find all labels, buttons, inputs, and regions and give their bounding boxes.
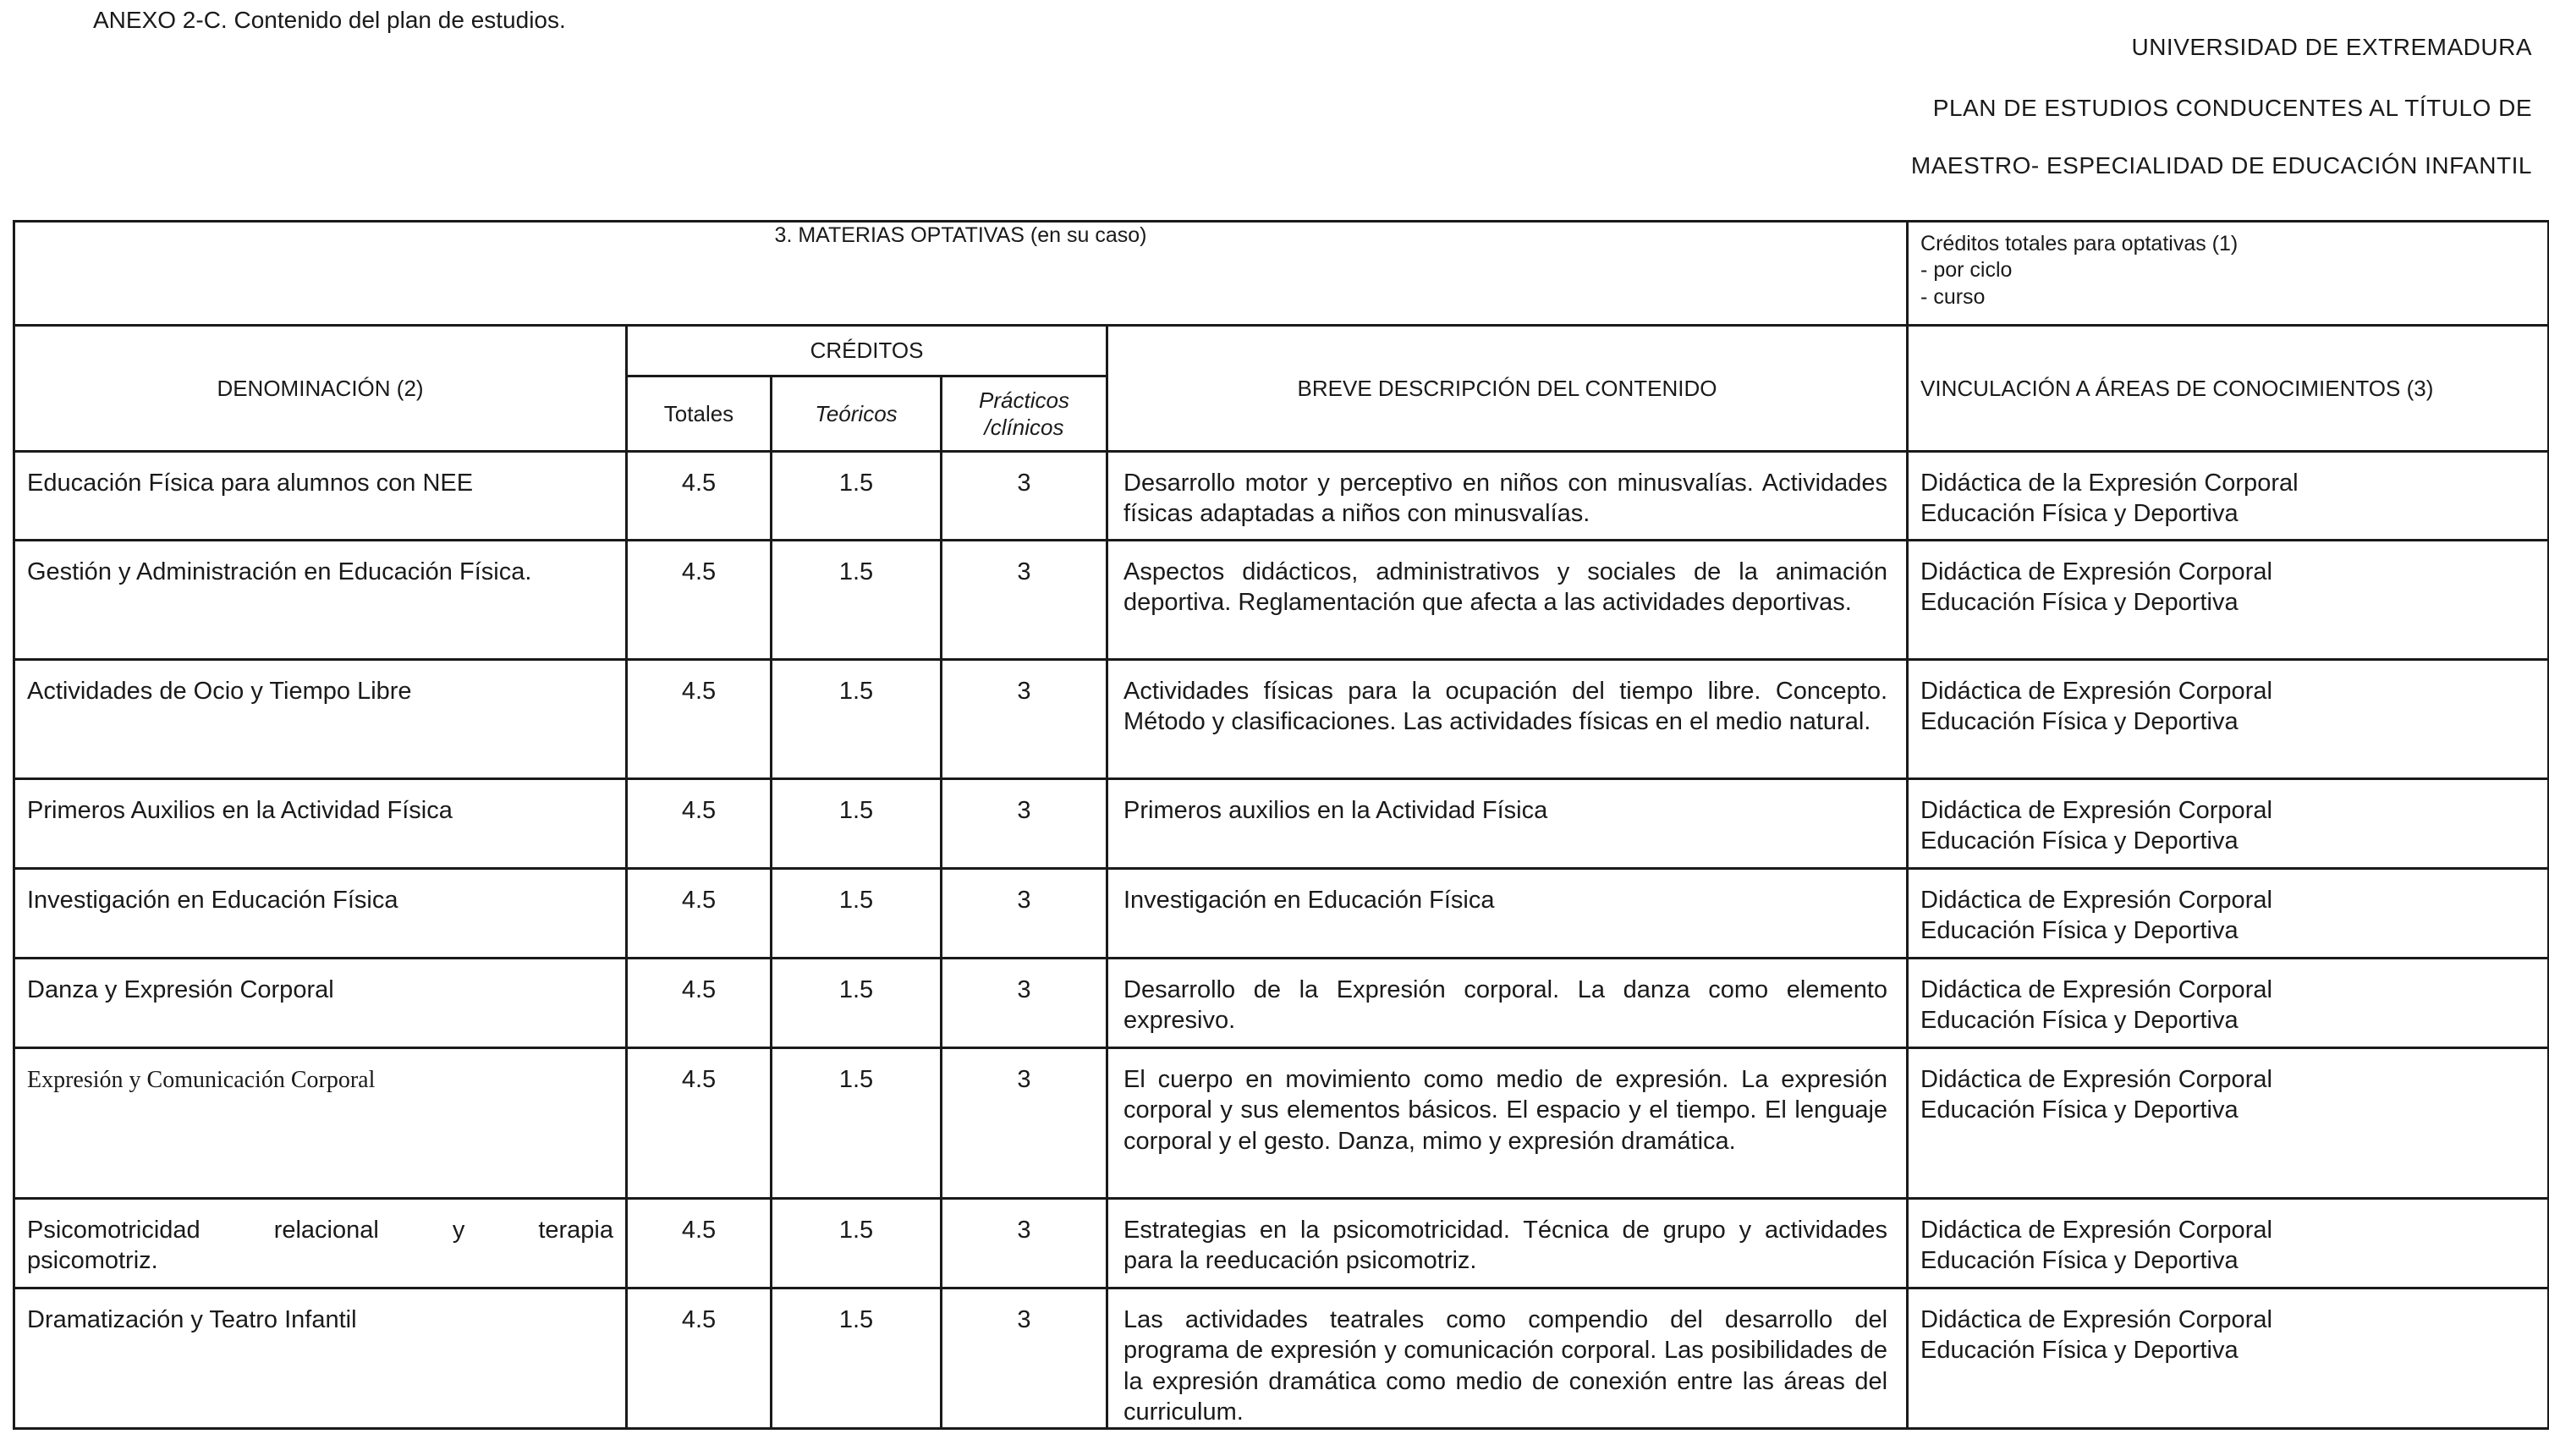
area-line: Educación Física y Deportiva <box>1920 589 2239 617</box>
subject-description: Aspectos didácticos, administrativos y sociales de la animación deportiva. Reglamentación que afecta a las actividades deportivas. <box>1107 541 1908 660</box>
university-name: UNIVERSIDAD DE EXTREMADURA <box>2131 34 2532 60</box>
credits-theory: 1.5 <box>772 1288 942 1429</box>
area-line: Didáctica de Expresión Corporal <box>1920 887 2272 914</box>
table-row <box>14 1288 2549 1429</box>
credits-theory: 1.5 <box>772 959 942 1048</box>
subject-name: Gestión y Administración en Educación Física. <box>14 541 627 660</box>
degree-title-line: MAESTRO- ESPECIALIDAD DE EDUCACIÓN INFANTIL <box>1910 152 2532 179</box>
subject-description: Investigación en Educación Física <box>1107 869 1908 959</box>
credits-total: 4.5 <box>627 1288 772 1429</box>
area-line: Educación Física y Deportiva <box>1920 1247 2239 1275</box>
credits-theory: 1.5 <box>772 869 942 959</box>
credits-practice: 3 <box>942 660 1107 779</box>
credits-total: 4.5 <box>627 1199 772 1288</box>
area-line: Educación Física y Deportiva <box>1920 1007 2239 1035</box>
subject-name: Primeros Auxilios en la Actividad Física <box>14 779 627 869</box>
subject-description: Estrategias en la psicomotricidad. Técnica de grupo y actividades para la reeducación psicomotriz. <box>1107 1199 1908 1288</box>
knowledge-areas <box>1908 660 2549 779</box>
credits-practice: 3 <box>942 452 1107 541</box>
credits-total: 4.5 <box>627 452 772 541</box>
subject-description: El cuerpo en movimiento como medio de expresión. La expresión corporal y sus elementos básicos. El espacio y el tiempo. El lenguaje corporal y el gesto. Danza, mimo y expresión dramática. <box>1107 1048 1908 1199</box>
credits-box-line: Créditos totales para optativas (1) <box>1920 232 2239 255</box>
subject-description: Primeros auxilios en la Actividad Física <box>1107 779 1908 869</box>
credits-practice: 3 <box>942 1288 1107 1429</box>
table-row <box>14 452 2549 541</box>
area-line: Educación Física y Deportiva <box>1920 1337 2239 1365</box>
credits-theory: 1.5 <box>772 541 942 660</box>
optional-subjects-table <box>13 220 2549 1430</box>
credits-theory: 1.5 <box>772 1199 942 1288</box>
knowledge-areas <box>1908 1288 2549 1429</box>
subject-name: Educación Física para alumnos con NEE <box>14 452 627 541</box>
knowledge-areas <box>1908 452 2549 541</box>
knowledge-areas <box>1908 869 2549 959</box>
credits-total: 4.5 <box>627 779 772 869</box>
column-header-name: DENOMINACIÓN (2) <box>14 326 627 452</box>
table-row <box>14 1199 2549 1288</box>
credits-total: 4.5 <box>627 1048 772 1199</box>
practice-header-line: Prácticos <box>979 387 1069 413</box>
column-header-practice <box>942 376 1107 452</box>
subject-name-line: psicomotriz. <box>27 1247 158 1275</box>
credits-total: 4.5 <box>627 959 772 1048</box>
subject-description: Desarrollo de la Expresión corporal. La danza como elemento expresivo. <box>1107 959 1908 1048</box>
subject-name: Investigación en Educación Física <box>14 869 627 959</box>
area-line: Didáctica de Expresión Corporal <box>1920 1217 2272 1244</box>
area-line: Educación Física y Deportiva <box>1920 500 2239 528</box>
credits-total: 4.5 <box>627 869 772 959</box>
knowledge-areas <box>1908 959 2549 1048</box>
credits-theory: 1.5 <box>772 452 942 541</box>
area-line: Educación Física y Deportiva <box>1920 917 2239 945</box>
area-line: Didáctica de Expresión Corporal <box>1920 678 2272 705</box>
knowledge-areas <box>1908 541 2549 660</box>
column-header-totals: Totales <box>627 376 772 452</box>
credits-practice: 3 <box>942 959 1107 1048</box>
table-row <box>14 660 2549 779</box>
area-line: Didáctica de Expresión Corporal <box>1920 1306 2272 1333</box>
area-line: Educación Física y Deportiva <box>1920 1096 2239 1124</box>
area-line: Didáctica de la Expresión Corporal <box>1920 470 2299 497</box>
column-header-description: BREVE DESCRIPCIÓN DEL CONTENIDO <box>1107 326 1908 452</box>
subject-name <box>14 1048 627 1199</box>
credits-theory: 1.5 <box>772 779 942 869</box>
column-header-theory: Teóricos <box>772 376 942 452</box>
knowledge-areas <box>1908 779 2549 869</box>
knowledge-areas <box>1908 1199 2549 1288</box>
subject-name-line: Psicomotricidad relacional y terapia <box>27 1217 613 1244</box>
credits-total: 4.5 <box>627 660 772 779</box>
subject-description: Actividades físicas para la ocupación del tiempo libre. Concepto. Método y clasificaciones. Las actividades físicas en el medio natural. <box>1107 660 1908 779</box>
credits-practice: 3 <box>942 541 1107 660</box>
column-header-areas: VINCULACIÓN A ÁREAS DE CONOCIMIENTOS (3) <box>1908 326 2549 452</box>
table-row <box>14 869 2549 959</box>
area-line: Didáctica de Expresión Corporal <box>1920 558 2272 585</box>
credits-total: 4.5 <box>627 541 772 660</box>
section-title: 3. MATERIAS OPTATIVAS (en su caso) <box>14 222 1908 326</box>
credits-practice: 3 <box>942 779 1107 869</box>
credits-box-line: - curso <box>1920 284 1986 309</box>
column-header-credits: CRÉDITOS <box>627 326 1107 376</box>
table-row <box>14 779 2549 869</box>
table-row <box>14 1048 2549 1199</box>
credits-box-line: - por ciclo <box>1920 258 2013 283</box>
table-row <box>14 541 2549 660</box>
subject-name: Dramatización y Teatro Infantil <box>14 1288 627 1429</box>
total-credits-box <box>1908 222 2549 326</box>
subject-description: Desarrollo motor y perceptivo en niños con minusvalías. Actividades físicas adaptadas a niños con minusvalías. <box>1107 452 1908 541</box>
area-line: Didáctica de Expresión Corporal <box>1920 1066 2272 1093</box>
annex-title: ANEXO 2-C. Contenido del plan de estudios. <box>93 7 566 33</box>
subject-name <box>14 1199 627 1288</box>
area-line: Educación Física y Deportiva <box>1920 827 2239 855</box>
credits-practice: 3 <box>942 1199 1107 1288</box>
knowledge-areas <box>1908 1048 2549 1199</box>
practice-header-line: /clínicos <box>984 415 1064 440</box>
area-line: Didáctica de Expresión Corporal <box>1920 797 2272 824</box>
area-line: Educación Física y Deportiva <box>1920 708 2239 736</box>
credits-theory: 1.5 <box>772 1048 942 1199</box>
area-line: Didáctica de Expresión Corporal <box>1920 976 2272 1003</box>
credits-practice: 3 <box>942 869 1107 959</box>
plan-title-line: PLAN DE ESTUDIOS CONDUCENTES AL TÍTULO DE <box>1932 95 2532 121</box>
subject-description: Las actividades teatrales como compendio del desarrollo del programa de expresión y comunicación corporal. Las posibilidades de la expresión dramática como medio de conexión entre las áreas del curriculum. <box>1107 1288 1908 1429</box>
credits-theory: 1.5 <box>772 660 942 779</box>
subject-name: Danza y Expresión Corporal <box>14 959 627 1048</box>
subject-name-text: Expresión y Comunicación Corporal <box>27 1067 376 1093</box>
credits-practice: 3 <box>942 1048 1107 1199</box>
subject-name: Actividades de Ocio y Tiempo Libre <box>14 660 627 779</box>
table-row <box>14 959 2549 1048</box>
